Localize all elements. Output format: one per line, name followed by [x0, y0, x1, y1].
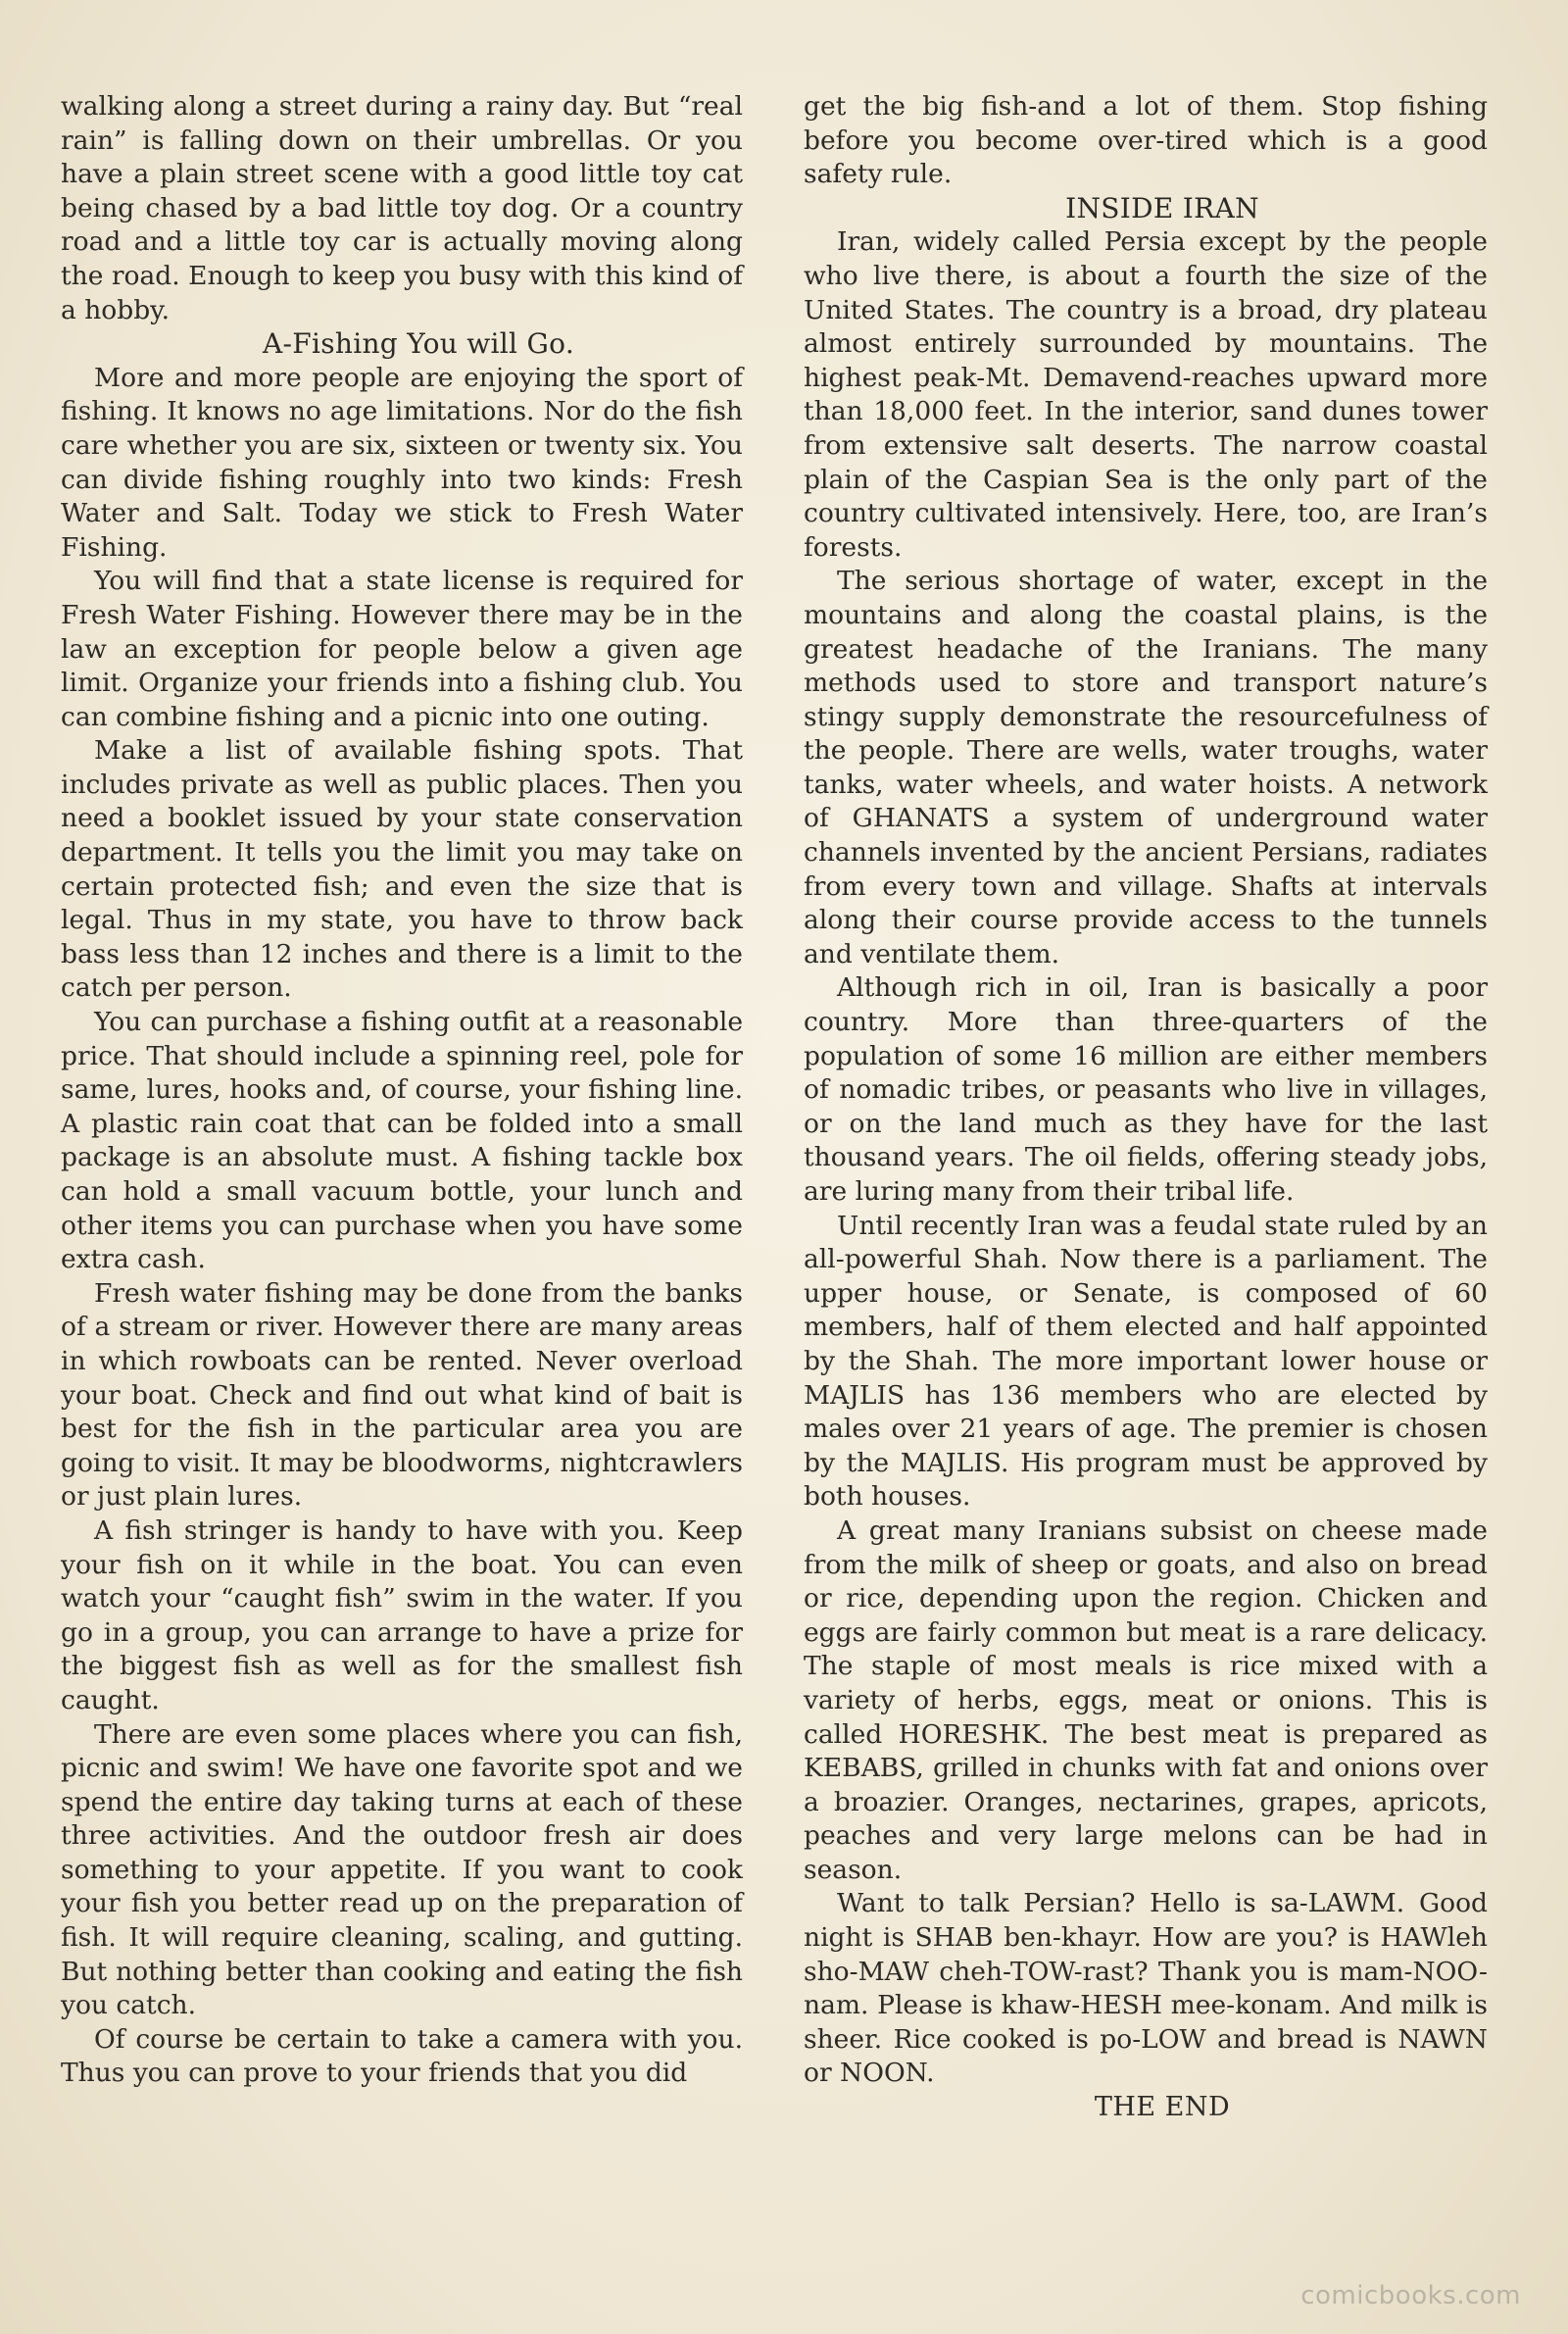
iran-heading: INSIDE IRAN [1065, 191, 1259, 224]
left-paragraph-3: Make a list of available fishing spots. That includes private as well as public places. Then you need a booklet issued by your state conservation department. It tells you the limit you may take on certain protected fish; and even the size that is legal. Thus in my state, you have to throw back bass less than 12 inches and there is a limit to the catch per person. [61, 735, 743, 1004]
left-column [61, 90, 743, 2091]
left-paragraph-5: Fresh water fishing may be done from the banks of a stream or river. However there are many areas in which rowboats can be rented. Never overload your boat. Check and find out what kind of bait is best for the fish in the particular area you are going to visit. It may be bloodworms, nightcrawlers or just plain lures. [61, 1277, 743, 1513]
left-paragraph-6: A fish stringer is handy to have with you. Keep your fish on it while in the boat. You can even watch your “caught fish” swim in the water. If you go in a group, you can arrange to have a prize for the biggest fish as well as for the smallest fish caught. [61, 1515, 743, 1715]
left-paragraph-2: You will find that a state license is required for Fresh Water Fishing. However there may be in the law an exception for people below a given age limit. Organize your friends into a fishing club. You can combine fishing and a picnic into one outing. [61, 566, 743, 732]
right-paragraph-3: Although rich in oil, Iran is basically a poor country. More than three-quarters of the population of some 16 million are either members of nomadic tribes, or peasants who live in villages, or on the land much as they have for the last thousand years. The oil fields, offering steady jobs, are luring many from their tribal life. [804, 972, 1488, 1207]
right-intro-paragraph: get the big fish-and a lot of them. Stop fishing before you become over-tired which is a good safety rule. [804, 91, 1488, 190]
watermark: comicbooks.com [1300, 2281, 1521, 2310]
left-intro-paragraph: walking along a street during a rainy day. But “real rain” is falling down on their umbrellas. Or you have a plain street scene with a good little toy cat being chased by a bad little toy dog. Or a country road and a little toy car is actually moving along the road. Enough to keep you busy with this kind of a hobby. [61, 91, 743, 325]
right-paragraph-2: The serious shortage of water, except in the mountains and along the coastal plains, is the greatest headache of the Iranians. The many methods used to store and transport nature’s stingy supply demonstrate the resourcefulness of the people. There are wells, water troughs, water tanks, water wheels, and water hoists. A network of GHANATS a system of underground water channels invented by the ancient Persians, radiates from every town and village. Shafts at intervals along their course provide access to the tunnels and ventilate them. [804, 566, 1488, 969]
the-end-label: THE END [1094, 2092, 1231, 2123]
right-paragraph-5: A great many Iranians subsist on cheese made from the milk of sheep or goats, and also on bread or rice, depending upon the region. Chicken and eggs are fairly common but meat is a rare delicacy. The staple of most meals is rice mixed with a variety of herbs, eggs, meat or onions. This is called HORESHK. The best meat is prepared as KEBABS, grilled in chunks with fat and onions over a broazier. Oranges, nectarines, grapes, apricots, peaches and very large melons can be had in season. [804, 1515, 1488, 1885]
left-paragraph-8: Of course be certain to take a camera with you. Thus you can prove to your friends that you did [61, 2023, 743, 2089]
right-paragraph-1: Iran, widely called Persia except by the people who live there, is about a fourth the size of the United States. The country is a broad, dry plateau almost entirely surrounded by mountains. The highest peak-Mt. Demavend-reaches upward more than 18,000 feet. In the interior, sand dunes tower from extensive salt deserts. The narrow coastal plain of the Caspian Sea is the only part of the country cultivated intensively. Here, too, are Iran’s forests. [804, 226, 1488, 563]
right-paragraph-6: Want to talk Persian? Hello is sa-LAWM. Good night is SHAB ben-khayr. How are you? is HAWleh sho-MAW cheh-TOW-rast? Thank you is mam-NOO-nam. Please is khaw-HESH mee-konam. And milk is sheer. Rice cooked is po-LOW and bread is NAWN or NOON. [804, 1888, 1488, 2089]
left-paragraph-1: More and more people are enjoying the sport of fishing. It knows no age limitations. Nor do the fish care whether you are six, sixteen or twenty six. You can divide fishing roughly into two kinds: Fresh Water and Salt. Today we stick to Fresh Water Fishing. [61, 362, 743, 563]
right-paragraph-4: Until recently Iran was a feudal state ruled by an all-powerful Shah. Now there is a parliament. The upper house, or Senate, is composed of 60 members, half of them elected and half appointed by the Shah. The more important lower house or MAJLIS has 136 members who are elected by males over 21 years of age. The premier is chosen by the MAJLIS. His program must be approved by both houses. [804, 1210, 1488, 1513]
fishing-heading: A-Fishing You will Go. [262, 327, 575, 361]
right-column [804, 90, 1488, 2125]
left-paragraph-7: There are even some places where you can fish, picnic and swim! We have one favorite spot and we spend the entire day taking turns at each of these three activities. And the outdoor fresh air does something to your appetite. If you want to cook your fish you better read up on the preparation of fish. It will require cleaning, scaling, and gutting. But nothing better than cooking and eating the fish you catch. [61, 1718, 743, 2021]
left-paragraph-4: You can purchase a fishing outfit at a reasonable price. That should include a spinning reel, pole for same, lures, hooks and, of course, your fishing line. A plastic rain coat that can be folded into a small package is an absolute must. A fishing tackle box can hold a small vacuum bottle, your lunch and other items you can purchase when you have some extra cash. [61, 1007, 743, 1275]
